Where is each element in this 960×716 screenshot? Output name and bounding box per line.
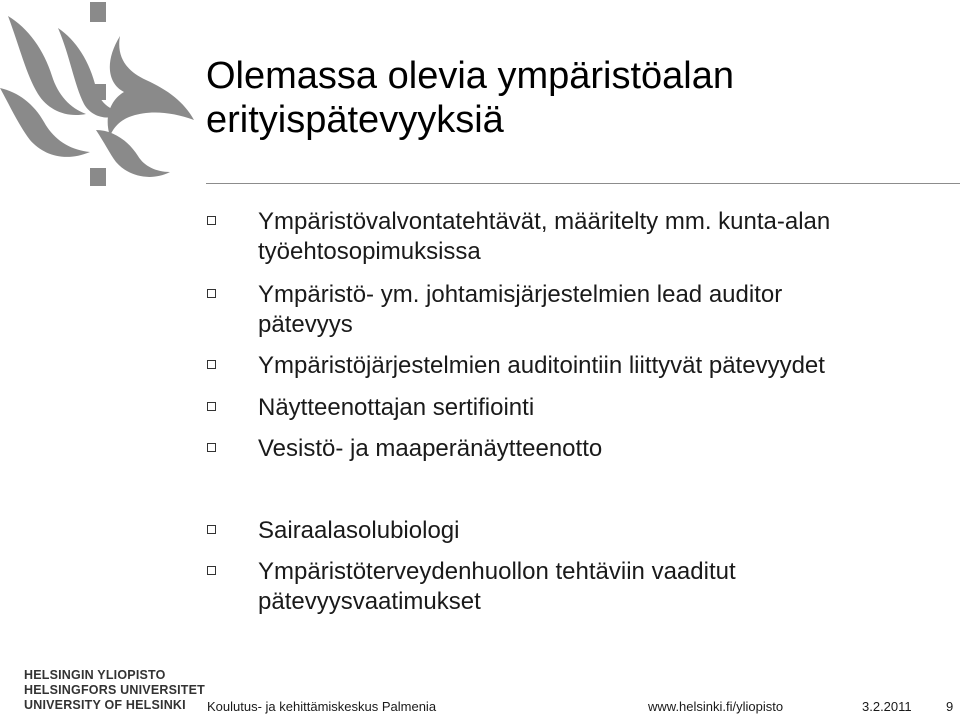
bullet-text: Ympäristöterveydenhuollon tehtäviin vaaditut pätevyysvaatimukset: [258, 558, 736, 615]
footer-url: www.helsinki.fi/yliopisto: [648, 699, 784, 714]
bullet-text: Ympäristö- ym. johtamisjärjestelmien lead auditor pätevyys: [258, 281, 783, 338]
flame-logo-icon: [0, 0, 200, 200]
bullet-text: Näytteenottajan sertifiointi: [258, 394, 535, 421]
university-wordmark: [24, 668, 205, 713]
slide-title-line-2: erityispätevyyksiä: [206, 99, 504, 141]
square-bullet-icon: [207, 566, 216, 575]
slide-title: [206, 54, 926, 142]
bullet-text: Sairaalasolubiologi: [258, 517, 460, 544]
bullet-text: Ympäristöjärjestelmien auditointiin liittyvät pätevyydet: [258, 352, 825, 379]
bullet-text: Vesistö- ja maaperänäytteenotto: [258, 435, 603, 462]
square-bullet-icon: [207, 216, 216, 225]
wordmark-swedish: HELSINGFORS UNIVERSITET: [24, 683, 206, 697]
title-divider: [206, 183, 960, 184]
square-bullet-icon: [207, 443, 216, 452]
footer-unit: Koulutus- ja kehittämiskeskus Palmenia: [207, 699, 437, 714]
wordmark-english: UNIVERSITY OF HELSINKI: [24, 698, 186, 712]
page-number: 9: [946, 699, 954, 714]
footer-date: 3.2.2011: [862, 699, 912, 714]
square-bullet-icon: [207, 402, 216, 411]
slide-title-line-1: Olemassa olevia ympäristöalan: [206, 55, 735, 97]
square-bullet-icon: [207, 289, 216, 298]
wordmark-finnish: HELSINGIN YLIOPISTO: [24, 668, 166, 682]
bullet-text: Ympäristövalvontatehtävät, määritelty mm. kunta-alan työehtosopimuksissa: [258, 208, 831, 265]
square-bullet-icon: [207, 360, 216, 369]
square-bullet-icon: [207, 525, 216, 534]
